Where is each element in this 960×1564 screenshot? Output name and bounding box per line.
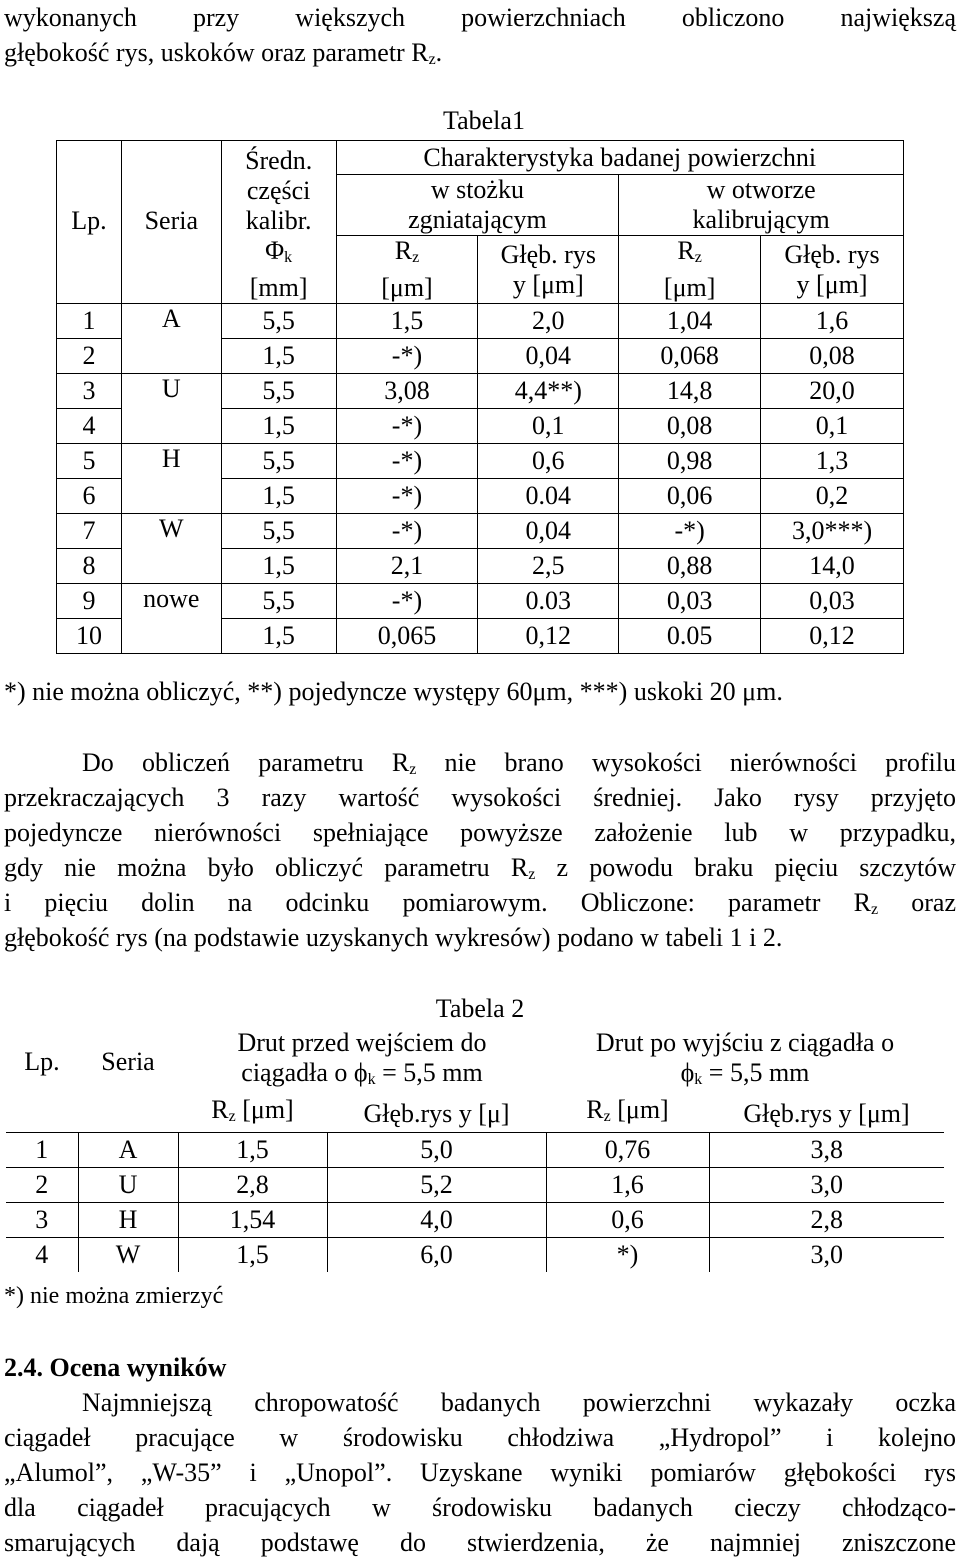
table2-cell-lp: 3 [6,1203,78,1238]
table2-footnote: *) nie można zmierzyć [4,1283,224,1309]
table1-cell: 1,5 [221,409,336,444]
table1-cell: 3,0***) [761,514,904,549]
table2-header-seria: Seria [101,1046,155,1076]
paragraph-rz-line: Do obliczeń parametru $R_z$ nie brano wysokości nierówności profilu [82,748,956,778]
table1-cell: 0,1 [478,409,619,444]
table2-header-gleb-b: Głęb.rys y [μm] [709,1095,944,1133]
table2-cell: 0,6 [546,1203,709,1238]
table2-header-lp: Lp. [24,1046,60,1076]
table1-cell-lp: 1 [57,304,122,339]
table2-row [6,1168,944,1203]
table1-cell: 0,2 [761,479,904,514]
table1-cell: -*) [336,409,478,444]
table1-cell: 0,98 [619,444,761,479]
table1-cell: 5,5 [221,584,336,619]
table2-cell: *) [546,1238,709,1273]
table1-cell: 0,068 [619,339,761,374]
section-line: „Alumol”, „W-35” i „Unopol”. Uzyskane wyniki pomiarów głębokości rys [4,1458,956,1487]
paragraph-rz-line: głębokość rys (na podstawie uzyskanych wykresów) podano w tabeli 1 i 2. [4,923,783,952]
table1-cell: -*) [336,444,478,479]
table1-header-gleb-a: Głęb. rys y [μm] [478,236,619,304]
table2-cell-seria: U [78,1168,178,1203]
table1-cell-seria: A [121,304,221,374]
table2-cell-lp: 1 [6,1133,78,1168]
table2-cell: 1,6 [546,1168,709,1203]
table1-cell: 0,08 [619,409,761,444]
table2-cell: 2,8 [178,1168,327,1203]
table1-header-rz-b: $R_z$ [μm] [619,236,761,304]
table2-cell: 3,8 [709,1133,944,1168]
table2-subheader-row [6,1095,944,1133]
table1-cell: 5,5 [221,514,336,549]
table2-cell-seria: A [78,1133,178,1168]
table1 [56,140,904,654]
table2-cell-lp: 4 [6,1238,78,1273]
table1-cell: 0,12 [478,619,619,654]
table2-header-rz-a: $R_z$ [μm] [178,1095,327,1133]
table2-cell-seria: W [78,1238,178,1273]
table2-cell: 1,54 [178,1203,327,1238]
table1-cell-seria: H [121,444,221,514]
table2-cell: 3,0 [709,1168,944,1203]
table1-cell: 0,04 [478,339,619,374]
table1-cell: 0,03 [619,584,761,619]
table2-cell: 1,5 [178,1238,327,1273]
table1-cell: -*) [619,514,761,549]
table1-cell: 0,6 [478,444,619,479]
table1-row [57,514,904,549]
section-line: dla ciągadeł pracujących w środowisku badanych cieczy chłodząco- [4,1493,956,1522]
table1-header-phi: $\Phi_k$ [mm] [221,236,336,304]
paragraph-rz-line: przekraczających 3 razy wartość wysokości średniej. Jako rysy przyjęto [4,783,956,812]
section-line: smarujących dają podstawę do stwierdzenia, że najmniej zniszczone [4,1528,956,1557]
table2 [6,1028,944,1272]
table1-cell-seria: U [121,374,221,444]
table1-cell: 2,0 [478,304,619,339]
table1-row [57,304,904,339]
table1-cell: 0,06 [619,479,761,514]
table1-cell: 14,0 [761,549,904,584]
table1-cell: 1,5 [221,619,336,654]
table2-cell: 5,0 [327,1133,546,1168]
table1-header-group-b: w otworze kalibrującym [619,175,904,236]
table1-header-row-1 [57,141,904,175]
table1-cell-lp: 3 [57,374,122,409]
table1-header-gleb-b: Głęb. rys y [μm] [761,236,904,304]
table2-header-gleb-a: Głęb.rys y [μ] [327,1095,546,1133]
table2-cell: 2,8 [709,1203,944,1238]
table1-header-group-a: w stożku zgniatającym [336,175,619,236]
table1-cell: 0,08 [761,339,904,374]
table1-cell: 1,04 [619,304,761,339]
table1-cell: 5,5 [221,444,336,479]
table1-cell: 1,6 [761,304,904,339]
table1-cell: 4,4**) [478,374,619,409]
intro-paragraph [4,0,956,70]
table1-cell: 0.05 [619,619,761,654]
table1-cell: 1,3 [761,444,904,479]
table1-cell: -*) [336,339,478,374]
paragraph-rz-line: gdy nie można było obliczyć parametru $R_z$ z powodu braku pięciu szczytów [4,853,956,883]
table1-cell: 5,5 [221,304,336,339]
paragraph-rz-line: pojedyncze nierówności spełniające powyższe założenie lub w przypadku, [4,818,956,847]
table1-cell: 2,5 [478,549,619,584]
table1-header-sredn: Średn. części kalibr. [221,141,336,236]
table2-row [6,1203,944,1238]
table2-header-group-b: Drut po wyjściu z ciągadła o $\phi_k = 5,5$ mm [595,1028,895,1088]
table1-cell: -*) [336,479,478,514]
section-line: Najmniejszą chropowatość badanych powierzchni wykazały oczka [82,1388,956,1417]
table1-cell: 0,1 [761,409,904,444]
table1-cell: 0,12 [761,619,904,654]
table1-header-lp-cont [57,236,122,304]
table2-row [6,1133,944,1168]
table1-cell: 5,5 [221,374,336,409]
table1-cell: 0,88 [619,549,761,584]
table1-cell: 3,08 [336,374,478,409]
table1-cell-lp: 2 [57,339,122,374]
table2-cell: 5,2 [327,1168,546,1203]
table1-header-lp: Lp. [57,141,122,236]
table2-cell: 4,0 [327,1203,546,1238]
table1-cell-lp: 10 [57,619,122,654]
table2-header-group-a: Drut przed wejściem do ciągadła o $\phi_k = 5,5$ mm [237,1028,487,1088]
table1-row [57,444,904,479]
table1-cell: 1,5 [221,549,336,584]
table1-cell: 1,5 [336,304,478,339]
table1-cell: 2,1 [336,549,478,584]
table2-row [6,1238,944,1273]
intro-line-2: głębokość rys, uskoków oraz parametr $R_z$. [4,38,443,68]
section-paragraph [4,1385,956,1560]
table1-row [57,584,904,619]
table2-cell: 6,0 [327,1238,546,1273]
table2-caption: Tabela 2 [435,994,525,1023]
table1-cell: 20,0 [761,374,904,409]
table1-cell-seria: W [121,514,221,584]
table1-cell: 0.04 [478,479,619,514]
table1-header-group-main: Charakterystyka badanej powierzchni [336,141,903,175]
table2-cell: 1,5 [178,1133,327,1168]
table1-footnote: *) nie można obliczyć, **) pojedyncze występy 60μm, ***) uskoki 20 μm. [4,677,783,706]
table1-cell: 0,065 [336,619,478,654]
section-heading: 2.4. Ocena wyników [4,1353,227,1382]
table2-cell: 0,76 [546,1133,709,1168]
table1-caption: Tabela1 [443,106,525,135]
table1-cell-seria: nowe [121,584,221,654]
table1-header-seria-cont [121,236,221,304]
table1-cell: 0,03 [761,584,904,619]
table2-cell-seria: H [78,1203,178,1238]
table1-cell: 0,04 [478,514,619,549]
table1-cell-lp: 4 [57,409,122,444]
table1-cell: -*) [336,514,478,549]
intro-line-1: wykonanych przy większych powierzchniach obliczono największą [4,3,956,32]
section-line: ciągadeł pracujące w środowisku chłodziwa „Hydropol” i kolejno [4,1423,956,1452]
table1-cell-lp: 9 [57,584,122,619]
table1-cell-lp: 8 [57,549,122,584]
table2-cell: 3,0 [709,1238,944,1273]
table2-cell-lp: 2 [6,1168,78,1203]
paragraph-rz [4,745,956,955]
table1-header-rz-a: $R_z$ [μm] [336,236,478,304]
table1-row [57,374,904,409]
table1-cell: 0.03 [478,584,619,619]
table1-cell: 14,8 [619,374,761,409]
table1-cell-lp: 7 [57,514,122,549]
table1-cell: 1,5 [221,479,336,514]
table1-header-seria: Seria [121,141,221,236]
table1-cell-lp: 5 [57,444,122,479]
table1-cell: -*) [336,584,478,619]
table1-cell: 1,5 [221,339,336,374]
table1-cell-lp: 6 [57,479,122,514]
paragraph-rz-line: i pięciu dolin na odcinku pomiarowym. Obliczone: parametr $R_z$ oraz [4,888,956,918]
table2-header-rz-b: $R_z$ [μm] [546,1095,709,1133]
